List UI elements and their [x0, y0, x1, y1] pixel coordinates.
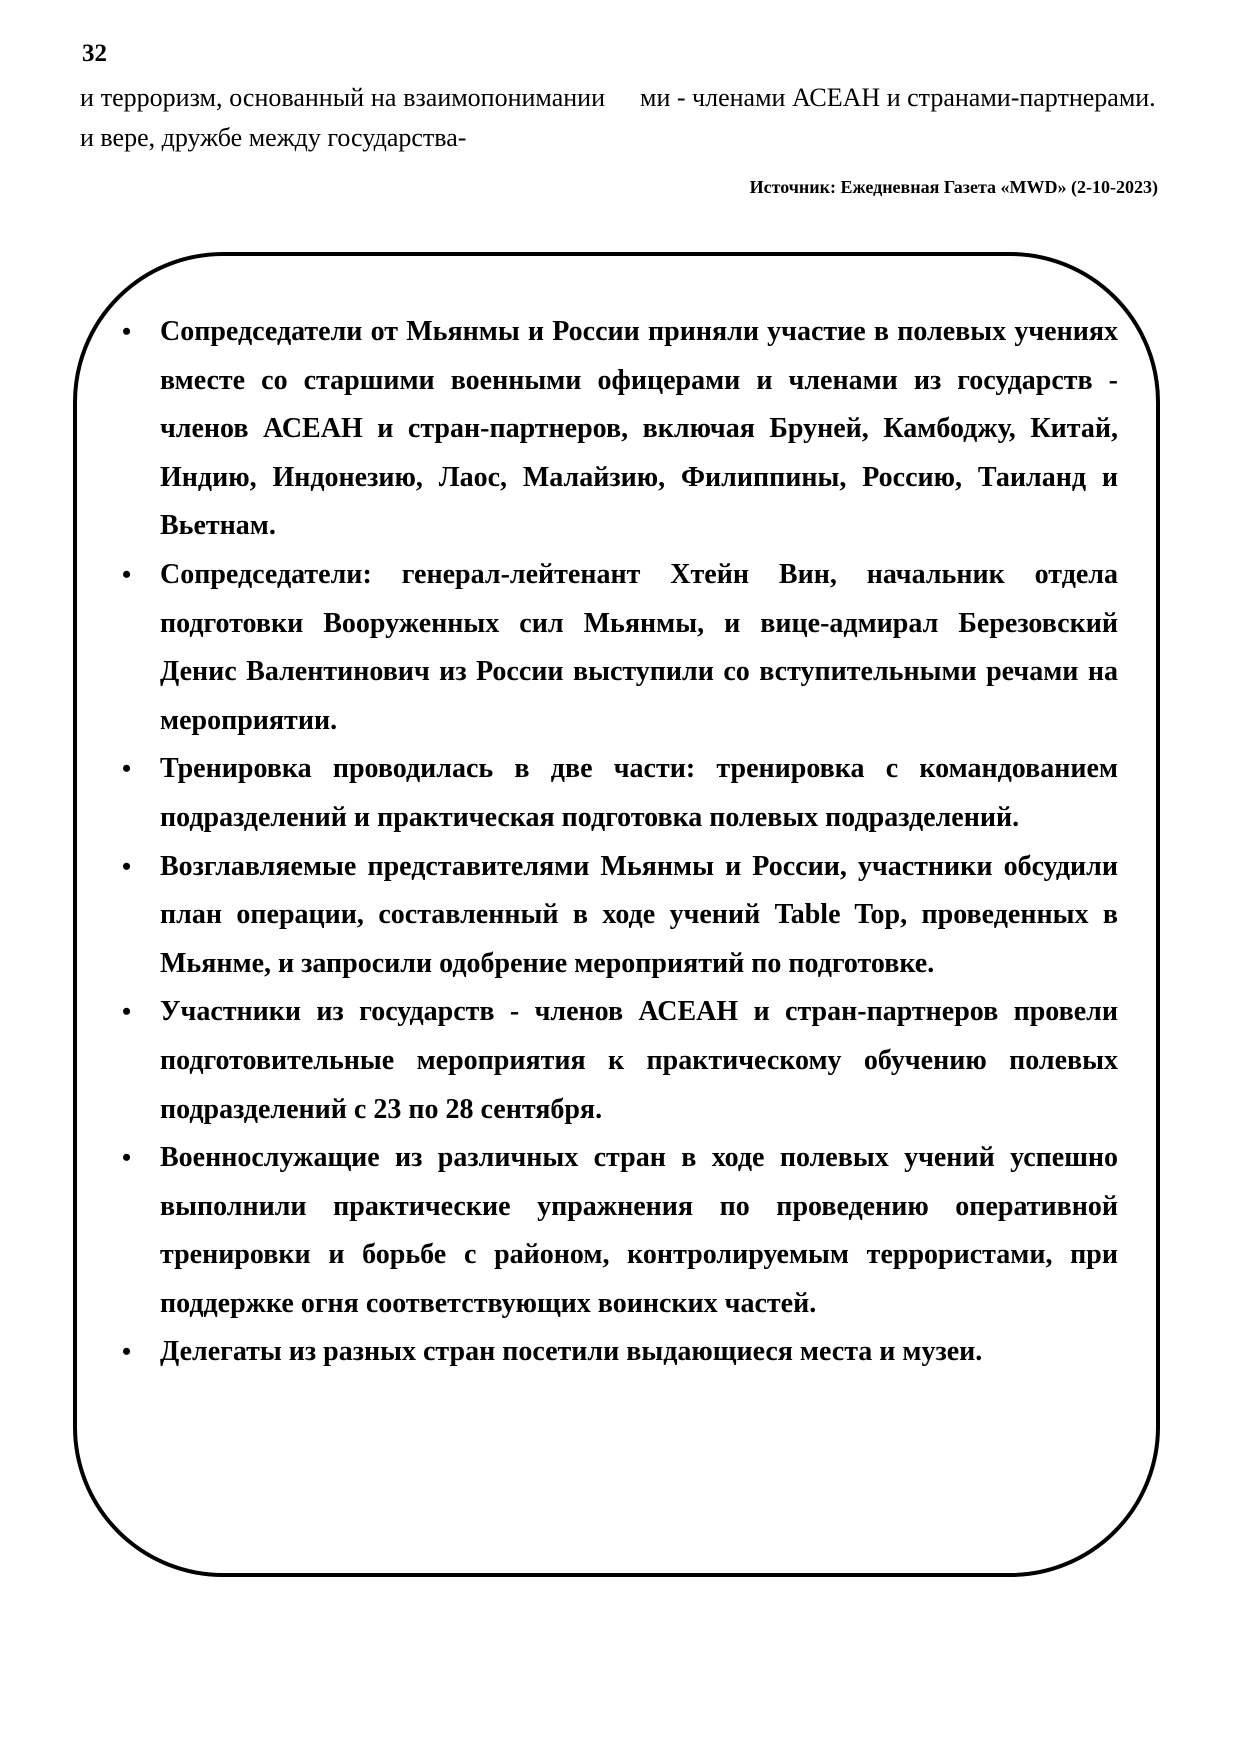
bullet-text: Сопредседатели от Мьянмы и России приняли участие в полевых учениях вместе со старшими военными офицерами и членами из государств - членов АСЕАН и стран-партнеров, включая Бруней, Камбоджу, Китай, Индию, Индонезию, Лаос, Малайзию, Филиппины, Россию, Таиланд и Вьетнам.	[160, 316, 1118, 542]
column-left-text: и терроризм, основанный на взаимопонимании и вере, дружбе между государства-	[80, 83, 605, 152]
bullet-text: Возглавляемые представителями Мьянмы и России, участники обсудили план операции, составленный в ходе учений Table Top, проведенных в Мьянме, и запросили одобрение мероприятий по подготовке.	[160, 850, 1118, 979]
bullet-text: Делегаты из разных стран посетили выдающиеся места и музеи.	[160, 1336, 983, 1368]
bullet-item	[122, 308, 1118, 551]
page-number: 32	[82, 40, 107, 67]
bullet-item	[122, 1134, 1118, 1328]
bullet-text: Участники из государств - членов АСЕАН и стран-партнеров провели подготовительные мероприятия к практическому обучению полевых подразделений с 23 по 28 сентября.	[160, 996, 1118, 1125]
column-right-text: ми - членами АСЕАН и странами-партнерами.	[640, 83, 1156, 112]
bullet-item	[122, 1328, 1118, 1377]
bullet-text: Военнослужащие из различных стран в ходе полевых учений успешно выполнили практические упражнения по проведению оперативной тренировки и борьбе с районом, контролируемым террористами, при поддержке огня соответствующих воинских частей.	[160, 1142, 1118, 1319]
bullet-icon: •	[122, 754, 132, 784]
source-citation: Источник: Ежедневная Газета «MWD» (2-10-2023)	[749, 177, 1158, 197]
bullet-icon: •	[122, 1337, 132, 1367]
bullet-icon: •	[122, 851, 132, 881]
bullet-icon: •	[122, 317, 132, 346]
bullet-item	[122, 988, 1118, 1134]
bullet-item	[122, 551, 1118, 745]
bullet-icon: •	[122, 997, 132, 1027]
bullet-item	[122, 745, 1118, 842]
bullet-text: Тренировка проводилась в две части: тренировка с командованием подразделений и практическая подготовка полевых подразделений.	[160, 753, 1118, 833]
bullet-list	[122, 308, 1118, 1377]
bullet-item	[122, 843, 1118, 989]
bullet-icon: •	[122, 1143, 132, 1173]
bullet-text: Сопредседатели: генерал-лейтенант Хтейн Вин, начальник отдела подготовки Вооруженных сил Мьянмы, и вице-адмирал Березовский Денис Валентинович из России выступили со вступительными речами на мероприятии.	[160, 558, 1118, 736]
bullet-icon: •	[122, 559, 132, 589]
